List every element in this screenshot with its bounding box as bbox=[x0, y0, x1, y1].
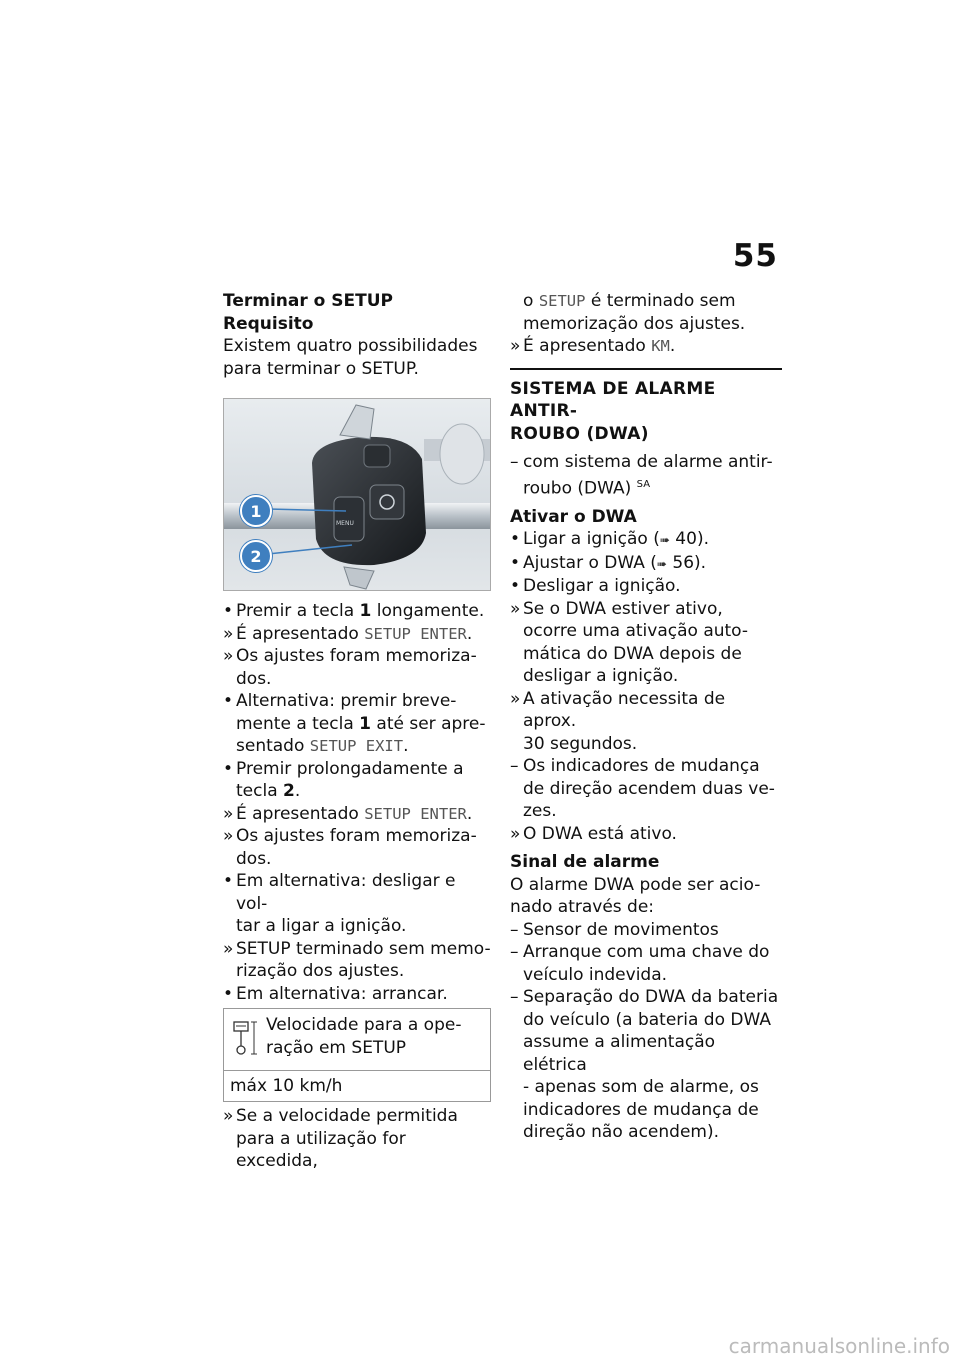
text-line: SISTEMA DE ALARME ANTIR- bbox=[510, 378, 716, 421]
handlebar-switch-figure bbox=[223, 398, 491, 591]
list-item bbox=[510, 451, 782, 500]
requisito-heading: Requisito bbox=[223, 313, 314, 334]
display-text: SETUP ENTER bbox=[364, 624, 467, 643]
list-item bbox=[510, 335, 782, 358]
sa-badge: SA bbox=[636, 478, 651, 490]
list-marker: – bbox=[510, 756, 519, 777]
list-item bbox=[223, 938, 491, 983]
text-line: para a utilização for excedida, bbox=[236, 1128, 406, 1171]
key-number: 1 bbox=[359, 601, 372, 621]
list-marker: – bbox=[510, 919, 519, 940]
procedure-list bbox=[223, 600, 491, 1005]
text-line: Velocidade para a ope- bbox=[266, 1015, 462, 1035]
procedure-list-continued bbox=[223, 1105, 491, 1173]
text-line: - apenas som de alarme, os bbox=[523, 1077, 759, 1098]
text-line: ração em SETUP bbox=[266, 1037, 407, 1058]
list-item bbox=[223, 623, 491, 646]
text-line: Ajustar o DWA (➠ 56). bbox=[523, 552, 707, 573]
display-text: SETUP ENTER bbox=[364, 804, 467, 823]
text-line: rização dos ajustes. bbox=[236, 961, 405, 981]
equipment-note bbox=[510, 451, 782, 500]
text-line: Premir prolongadamente a bbox=[236, 758, 464, 779]
key-number: 2 bbox=[283, 781, 295, 801]
list-marker: » bbox=[223, 938, 234, 959]
list-marker: – bbox=[510, 942, 519, 963]
watermark-footer: carmanualsonline.info bbox=[728, 1334, 950, 1358]
text-line: tar a ligar a ignição. bbox=[236, 916, 407, 936]
text-line: Os ajustes foram memoriza- bbox=[236, 646, 477, 666]
list-marker: » bbox=[510, 688, 521, 709]
text-line: 30 segundos. bbox=[523, 733, 638, 754]
list-item bbox=[223, 870, 491, 938]
text-line: do veículo (a bateria do DWA bbox=[523, 1009, 772, 1030]
list-marker: » bbox=[223, 1106, 234, 1126]
text-line: Separação do DWA da bateria bbox=[523, 987, 779, 1008]
text-line: A ativação necessita de aprox. bbox=[523, 688, 726, 732]
text-line: ocorre uma ativação auto- bbox=[523, 621, 749, 642]
text-line: veículo indevida. bbox=[523, 964, 668, 985]
list-item bbox=[510, 575, 782, 598]
list-marker: • bbox=[223, 691, 234, 711]
text-line: assume a alimentação elétrica bbox=[523, 1032, 716, 1075]
text-line: É apresentado SETUP ENTER. bbox=[236, 803, 473, 824]
text-line: Existem quatro possibilidades bbox=[223, 336, 478, 356]
list-marker: • bbox=[223, 758, 234, 779]
text-line: com sistema de alarme antir- bbox=[523, 452, 773, 472]
text-line: O DWA está ativo. bbox=[523, 823, 677, 844]
list-item bbox=[510, 552, 782, 576]
text-line: dos. bbox=[236, 668, 272, 689]
text-line: zes. bbox=[523, 801, 557, 822]
section-heading-terminar-setup: Terminar o SETUP bbox=[223, 291, 393, 311]
callout-2: 2 bbox=[240, 540, 272, 572]
list-marker: » bbox=[223, 623, 234, 644]
list-marker: » bbox=[223, 826, 234, 846]
list-item bbox=[223, 600, 491, 623]
alarm-signal-heading: Sinal de alarme bbox=[510, 852, 660, 873]
list-marker: • bbox=[223, 983, 234, 1004]
list-marker: » bbox=[223, 803, 234, 824]
text-line: Em alternativa: desligar e vol- bbox=[236, 871, 456, 914]
text-line: Ligar a ignição (➠ 40). bbox=[523, 529, 709, 550]
list-marker: – bbox=[510, 987, 519, 1008]
text-line: tecla 2. bbox=[236, 781, 301, 801]
activate-dwa-heading: Ativar o DWA bbox=[510, 506, 637, 527]
activate-list bbox=[510, 528, 782, 845]
alarm-intro bbox=[510, 874, 782, 919]
list-marker: – bbox=[510, 452, 519, 472]
text-line: mente a tecla 1 até ser apre- bbox=[236, 713, 486, 734]
text-line: É apresentado SETUP ENTER. bbox=[236, 623, 473, 644]
display-text: SETUP bbox=[538, 292, 586, 310]
list-item bbox=[510, 290, 782, 335]
continued-text bbox=[510, 290, 782, 358]
table-label bbox=[266, 1014, 461, 1064]
text-line: SETUP terminado sem memo- bbox=[236, 938, 491, 959]
text-line: indicadores de mudança de bbox=[523, 1099, 759, 1120]
list-item bbox=[510, 528, 782, 552]
text-line: Os ajustes foram memoriza- bbox=[236, 826, 477, 846]
list-item bbox=[510, 986, 782, 1144]
intro-paragraph bbox=[223, 335, 491, 380]
text-line: Premir a tecla 1 longamente. bbox=[236, 601, 485, 621]
alarm-list bbox=[510, 919, 782, 1144]
text-line: de direção acendem duas ve- bbox=[523, 778, 775, 799]
text-line: sentado SETUP EXIT. bbox=[236, 736, 409, 756]
text-line: Os indicadores de mudança bbox=[523, 756, 760, 777]
text-line: ROUBO (DWA) bbox=[510, 423, 649, 444]
list-marker: • bbox=[510, 576, 521, 597]
speed-limit-table bbox=[223, 1008, 491, 1102]
list-marker: • bbox=[223, 601, 234, 621]
left-column bbox=[223, 290, 491, 1173]
text-line: É apresentado KM. bbox=[523, 336, 676, 356]
list-item bbox=[510, 755, 782, 823]
list-marker: • bbox=[510, 552, 521, 573]
text-line: Se a velocidade permitida bbox=[236, 1106, 458, 1126]
menu-label: MENU bbox=[336, 520, 354, 527]
list-item bbox=[510, 688, 782, 756]
text-line: Sensor de movimentos bbox=[523, 919, 719, 940]
text-line: Se o DWA estiver ativo, bbox=[523, 598, 723, 619]
text-line: Arranque com uma chave do bbox=[523, 942, 770, 963]
text-line: desligar a ignição. bbox=[523, 666, 679, 687]
list-item bbox=[510, 823, 782, 846]
list-marker: • bbox=[510, 529, 521, 550]
text-line: Desligar a ignição. bbox=[523, 576, 681, 597]
text-line: Alternativa: premir breve- bbox=[236, 691, 457, 711]
key-number: 1 bbox=[359, 713, 372, 734]
page-ref-icon: ➠ bbox=[656, 556, 667, 571]
text-line: Em alternativa: arrancar. bbox=[236, 983, 448, 1004]
section-divider bbox=[510, 368, 782, 370]
display-text: SETUP EXIT bbox=[309, 737, 404, 755]
list-marker: » bbox=[510, 336, 521, 356]
display-text: KM bbox=[651, 337, 670, 355]
text-line: dos. bbox=[236, 848, 272, 869]
text-line: memorização dos ajustes. bbox=[523, 313, 746, 334]
page-ref-icon: ➠ bbox=[659, 533, 670, 548]
text-line: o SETUP é terminado sem bbox=[523, 291, 736, 311]
list-item bbox=[223, 690, 491, 758]
section-title-dwa bbox=[510, 378, 782, 446]
list-marker: » bbox=[223, 646, 234, 666]
list-marker: » bbox=[510, 823, 521, 844]
list-item bbox=[223, 803, 491, 826]
callout-1: 1 bbox=[240, 495, 272, 527]
page-number: 55 bbox=[732, 238, 778, 274]
text-line: nado através de: bbox=[510, 897, 655, 918]
list-item bbox=[223, 758, 491, 803]
text-line: mática do DWA depois de bbox=[523, 643, 742, 664]
speed-gauge-icon bbox=[228, 1014, 266, 1064]
list-item bbox=[510, 941, 782, 986]
list-item bbox=[223, 1105, 491, 1173]
text-line: para terminar o SETUP. bbox=[223, 358, 419, 379]
list-item bbox=[510, 598, 782, 688]
list-item bbox=[223, 645, 491, 690]
list-marker: • bbox=[223, 871, 234, 891]
text-line: roubo (DWA) $^{SA}$ bbox=[523, 478, 651, 499]
table-value: máx 10 km/h bbox=[230, 1076, 343, 1096]
right-column bbox=[510, 290, 782, 1144]
list-item bbox=[510, 919, 782, 942]
text-line: O alarme DWA pode ser acio- bbox=[510, 874, 761, 895]
list-marker: » bbox=[510, 598, 521, 619]
list-item bbox=[223, 983, 491, 1006]
list-item bbox=[223, 825, 491, 870]
text-line: direção não acendem). bbox=[523, 1122, 719, 1143]
